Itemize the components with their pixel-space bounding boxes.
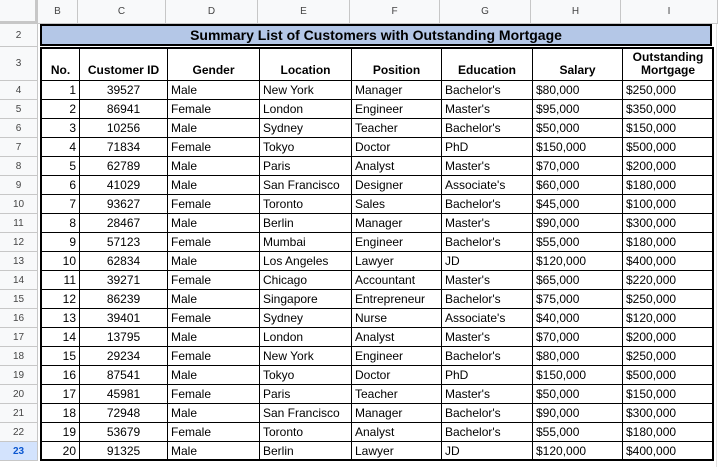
row-header-3[interactable]: 3 <box>0 47 38 81</box>
table-cell[interactable]: Teacher <box>352 119 442 138</box>
table-cell[interactable]: $250,000 <box>623 290 714 309</box>
header-position[interactable]: Position <box>352 47 442 81</box>
row-header-12[interactable]: 12 <box>0 233 38 252</box>
table-cell[interactable]: Paris <box>260 157 352 176</box>
table-cell[interactable]: Manager <box>352 404 442 423</box>
table-cell[interactable]: Bachelor's <box>442 347 533 366</box>
table-cell[interactable]: 20 <box>40 442 80 461</box>
table-cell[interactable]: 86941 <box>80 100 168 119</box>
table-cell[interactable]: Master's <box>442 157 533 176</box>
table-cell[interactable]: $500,000 <box>623 138 714 157</box>
table-cell[interactable]: $300,000 <box>623 404 714 423</box>
table-cell[interactable]: 39401 <box>80 309 168 328</box>
table-cell[interactable]: San Francisco <box>260 176 352 195</box>
row-header-21[interactable]: 21 <box>0 404 38 423</box>
column-header-b[interactable]: B <box>38 0 78 24</box>
table-cell[interactable]: $150,000 <box>623 385 714 404</box>
row-header-22[interactable]: 22 <box>0 423 38 442</box>
table-cell[interactable]: 91325 <box>80 442 168 461</box>
table-cell[interactable]: $200,000 <box>623 157 714 176</box>
row-header-19[interactable]: 19 <box>0 366 38 385</box>
table-cell[interactable]: Male <box>168 252 260 271</box>
table-cell[interactable]: $45,000 <box>533 195 623 214</box>
column-header-d[interactable]: D <box>166 0 258 24</box>
row-header-18[interactable]: 18 <box>0 347 38 366</box>
table-cell[interactable]: $90,000 <box>533 404 623 423</box>
table-cell[interactable]: Doctor <box>352 138 442 157</box>
row-header-20[interactable]: 20 <box>0 385 38 404</box>
table-cell[interactable]: 13 <box>40 309 80 328</box>
row-header-7[interactable]: 7 <box>0 138 38 157</box>
table-cell[interactable]: $55,000 <box>533 423 623 442</box>
table-cell[interactable]: 2 <box>40 100 80 119</box>
table-cell[interactable]: Female <box>168 423 260 442</box>
row-header-14[interactable]: 14 <box>0 271 38 290</box>
table-cell[interactable]: $95,000 <box>533 100 623 119</box>
table-cell[interactable]: 86239 <box>80 290 168 309</box>
table-cell[interactable]: 4 <box>40 138 80 157</box>
table-cell[interactable]: 39527 <box>80 81 168 100</box>
table-cell[interactable]: Master's <box>442 385 533 404</box>
table-cell[interactable]: $250,000 <box>623 81 714 100</box>
header-no[interactable]: No. <box>40 47 80 81</box>
table-cell[interactable]: Female <box>168 138 260 157</box>
table-cell[interactable]: 11 <box>40 271 80 290</box>
row-header-6[interactable]: 6 <box>0 119 38 138</box>
table-cell[interactable]: 9 <box>40 233 80 252</box>
table-cell[interactable]: $50,000 <box>533 119 623 138</box>
table-cell[interactable]: Manager <box>352 214 442 233</box>
table-cell[interactable]: 14 <box>40 328 80 347</box>
row-header-13[interactable]: 13 <box>0 252 38 271</box>
table-cell[interactable]: Master's <box>442 100 533 119</box>
row-header-2[interactable]: 2 <box>0 24 38 47</box>
row-header-10[interactable]: 10 <box>0 195 38 214</box>
table-cell[interactable]: Male <box>168 290 260 309</box>
header-location[interactable]: Location <box>260 47 352 81</box>
table-cell[interactable]: $180,000 <box>623 176 714 195</box>
table-cell[interactable]: Bachelor's <box>442 290 533 309</box>
table-cell[interactable]: Sales <box>352 195 442 214</box>
table-cell[interactable]: New York <box>260 347 352 366</box>
table-cell[interactable]: $120,000 <box>533 442 623 461</box>
table-cell[interactable]: Female <box>168 347 260 366</box>
table-cell[interactable]: $80,000 <box>533 81 623 100</box>
table-cell[interactable]: $400,000 <box>623 252 714 271</box>
table-cell[interactable]: $400,000 <box>623 442 714 461</box>
table-cell[interactable]: 39271 <box>80 271 168 290</box>
table-cell[interactable]: Master's <box>442 271 533 290</box>
table-cell[interactable]: Female <box>168 233 260 252</box>
column-header-c[interactable]: C <box>78 0 166 24</box>
table-cell[interactable]: $65,000 <box>533 271 623 290</box>
table-cell[interactable]: $150,000 <box>533 138 623 157</box>
table-cell[interactable]: Female <box>168 385 260 404</box>
table-cell[interactable]: 8 <box>40 214 80 233</box>
table-cell[interactable]: 41029 <box>80 176 168 195</box>
table-cell[interactable]: Teacher <box>352 385 442 404</box>
table-cell[interactable]: 12 <box>40 290 80 309</box>
select-all-corner[interactable] <box>0 0 38 24</box>
table-cell[interactable]: $120,000 <box>623 309 714 328</box>
table-cell[interactable]: Bachelor's <box>442 81 533 100</box>
table-cell[interactable]: San Francisco <box>260 404 352 423</box>
table-cell[interactable]: Lawyer <box>352 252 442 271</box>
table-cell[interactable]: 28467 <box>80 214 168 233</box>
column-header-h[interactable]: H <box>531 0 621 24</box>
table-cell[interactable]: Bachelor's <box>442 423 533 442</box>
table-cell[interactable]: Manager <box>352 81 442 100</box>
table-cell[interactable]: $100,000 <box>623 195 714 214</box>
gridline <box>716 24 717 467</box>
table-cell[interactable]: PhD <box>442 138 533 157</box>
table-cell[interactable]: Male <box>168 404 260 423</box>
table-cell[interactable]: Male <box>168 176 260 195</box>
table-cell[interactable]: Berlin <box>260 442 352 461</box>
row-header-17[interactable]: 17 <box>0 328 38 347</box>
table-cell[interactable]: Toronto <box>260 423 352 442</box>
table-cell[interactable]: $90,000 <box>533 214 623 233</box>
table-cell[interactable]: Toronto <box>260 195 352 214</box>
table-cell[interactable]: Bachelor's <box>442 195 533 214</box>
table-cell[interactable]: Analyst <box>352 423 442 442</box>
table-cell[interactable]: $150,000 <box>623 119 714 138</box>
table-cell[interactable]: Sydney <box>260 309 352 328</box>
table-cell[interactable]: $150,000 <box>533 366 623 385</box>
table-cell[interactable]: $200,000 <box>623 328 714 347</box>
column-header-g[interactable]: G <box>440 0 531 24</box>
table-cell[interactable]: $75,000 <box>533 290 623 309</box>
table-cell[interactable]: Bachelor's <box>442 119 533 138</box>
table-cell[interactable]: Male <box>168 119 260 138</box>
table-cell[interactable]: 71834 <box>80 138 168 157</box>
table-cell[interactable]: Tokyo <box>260 138 352 157</box>
table-cell[interactable]: $40,000 <box>533 309 623 328</box>
table-cell[interactable]: 17 <box>40 385 80 404</box>
table-cell[interactable]: 53679 <box>80 423 168 442</box>
table-cell[interactable]: Male <box>168 157 260 176</box>
header-gender[interactable]: Gender <box>168 47 260 81</box>
table-cell[interactable]: 13795 <box>80 328 168 347</box>
table-cell[interactable]: 45981 <box>80 385 168 404</box>
header-education[interactable]: Education <box>442 47 533 81</box>
table-cell[interactable]: JD <box>442 252 533 271</box>
table-cell[interactable]: Analyst <box>352 328 442 347</box>
table-cell[interactable]: $120,000 <box>533 252 623 271</box>
row-header-16[interactable]: 16 <box>0 309 38 328</box>
table-cell[interactable]: Mumbai <box>260 233 352 252</box>
table-cell[interactable]: Nurse <box>352 309 442 328</box>
table-cell[interactable]: 5 <box>40 157 80 176</box>
table-cell[interactable]: Los Angeles <box>260 252 352 271</box>
table-cell[interactable]: PhD <box>442 366 533 385</box>
table-cell[interactable]: 6 <box>40 176 80 195</box>
table-cell[interactable]: 10256 <box>80 119 168 138</box>
table-cell[interactable]: $300,000 <box>623 214 714 233</box>
table-cell[interactable]: Male <box>168 366 260 385</box>
table-cell[interactable]: London <box>260 328 352 347</box>
table-cell[interactable]: 16 <box>40 366 80 385</box>
row-header-11[interactable]: 11 <box>0 214 38 233</box>
table-cell[interactable]: Female <box>168 100 260 119</box>
table-cell[interactable]: Sydney <box>260 119 352 138</box>
table-cell[interactable]: $180,000 <box>623 233 714 252</box>
table-cell[interactable]: Paris <box>260 385 352 404</box>
table-cell[interactable]: JD <box>442 442 533 461</box>
table-cell[interactable]: $70,000 <box>533 328 623 347</box>
row-header-8[interactable]: 8 <box>0 157 38 176</box>
table-cell[interactable]: Male <box>168 214 260 233</box>
table-cell[interactable]: 15 <box>40 347 80 366</box>
table-title[interactable]: Summary List of Customers with Outstanding Mortgage <box>40 24 712 46</box>
row-header-23[interactable]: 23 <box>0 442 38 461</box>
table-cell[interactable]: $50,000 <box>533 385 623 404</box>
table-cell[interactable]: Associate's <box>442 176 533 195</box>
table-cell[interactable]: Bachelor's <box>442 404 533 423</box>
table-cell[interactable]: 57123 <box>80 233 168 252</box>
table-cell[interactable]: 1 <box>40 81 80 100</box>
table-cell[interactable]: 10 <box>40 252 80 271</box>
table-cell[interactable]: $70,000 <box>533 157 623 176</box>
row-header-5[interactable]: 5 <box>0 100 38 119</box>
table-cell[interactable]: Engineer <box>352 233 442 252</box>
table-cell[interactable]: 19 <box>40 423 80 442</box>
table-cell[interactable]: $220,000 <box>623 271 714 290</box>
table-cell[interactable]: Doctor <box>352 366 442 385</box>
table-cell[interactable]: 7 <box>40 195 80 214</box>
table-cell[interactable]: Engineer <box>352 347 442 366</box>
header-outstanding-mortgage[interactable]: Outstanding Mortgage <box>623 47 714 81</box>
table-cell[interactable]: 3 <box>40 119 80 138</box>
table-cell[interactable]: 93627 <box>80 195 168 214</box>
row-header-9[interactable]: 9 <box>0 176 38 195</box>
table-cell[interactable]: New York <box>260 81 352 100</box>
table-cell[interactable]: Analyst <box>352 157 442 176</box>
row-header-15[interactable]: 15 <box>0 290 38 309</box>
table-cell[interactable]: 29234 <box>80 347 168 366</box>
table-cell[interactable]: Male <box>168 328 260 347</box>
table-cell[interactable]: Tokyo <box>260 366 352 385</box>
table-cell[interactable]: Associate's <box>442 309 533 328</box>
table-cell[interactable]: Chicago <box>260 271 352 290</box>
table-cell[interactable]: 62789 <box>80 157 168 176</box>
table-cell[interactable]: $250,000 <box>623 347 714 366</box>
table-cell[interactable]: Female <box>168 195 260 214</box>
table-cell[interactable]: $500,000 <box>623 366 714 385</box>
header-salary[interactable]: Salary <box>533 47 623 81</box>
table-cell[interactable]: Master's <box>442 214 533 233</box>
table-cell[interactable]: Entrepreneur <box>352 290 442 309</box>
table-cell[interactable]: Singapore <box>260 290 352 309</box>
table-cell[interactable]: $60,000 <box>533 176 623 195</box>
table-cell[interactable]: 87541 <box>80 366 168 385</box>
table-cell[interactable]: 72948 <box>80 404 168 423</box>
row-header-4[interactable]: 4 <box>0 81 38 100</box>
table-cell[interactable]: Master's <box>442 328 533 347</box>
table-cell[interactable]: $80,000 <box>533 347 623 366</box>
table-cell[interactable]: 62834 <box>80 252 168 271</box>
column-header-f[interactable]: F <box>350 0 440 24</box>
table-cell[interactable]: Bachelor's <box>442 233 533 252</box>
table-cell[interactable]: $180,000 <box>623 423 714 442</box>
table-cell[interactable]: Engineer <box>352 100 442 119</box>
table-cell[interactable]: Male <box>168 442 260 461</box>
table-cell[interactable]: Accountant <box>352 271 442 290</box>
table-cell[interactable]: Female <box>168 309 260 328</box>
header-customer-id[interactable]: Customer ID <box>80 47 168 81</box>
column-header-i[interactable]: I <box>621 0 718 24</box>
table-cell[interactable]: Male <box>168 81 260 100</box>
table-cell[interactable]: 18 <box>40 404 80 423</box>
table-cell[interactable]: Female <box>168 271 260 290</box>
table-cell[interactable]: $55,000 <box>533 233 623 252</box>
table-cell[interactable]: $350,000 <box>623 100 714 119</box>
table-cell[interactable]: London <box>260 100 352 119</box>
table-cell[interactable]: Lawyer <box>352 442 442 461</box>
table-cell[interactable]: Designer <box>352 176 442 195</box>
table-cell[interactable]: Berlin <box>260 214 352 233</box>
column-header-e[interactable]: E <box>258 0 350 24</box>
